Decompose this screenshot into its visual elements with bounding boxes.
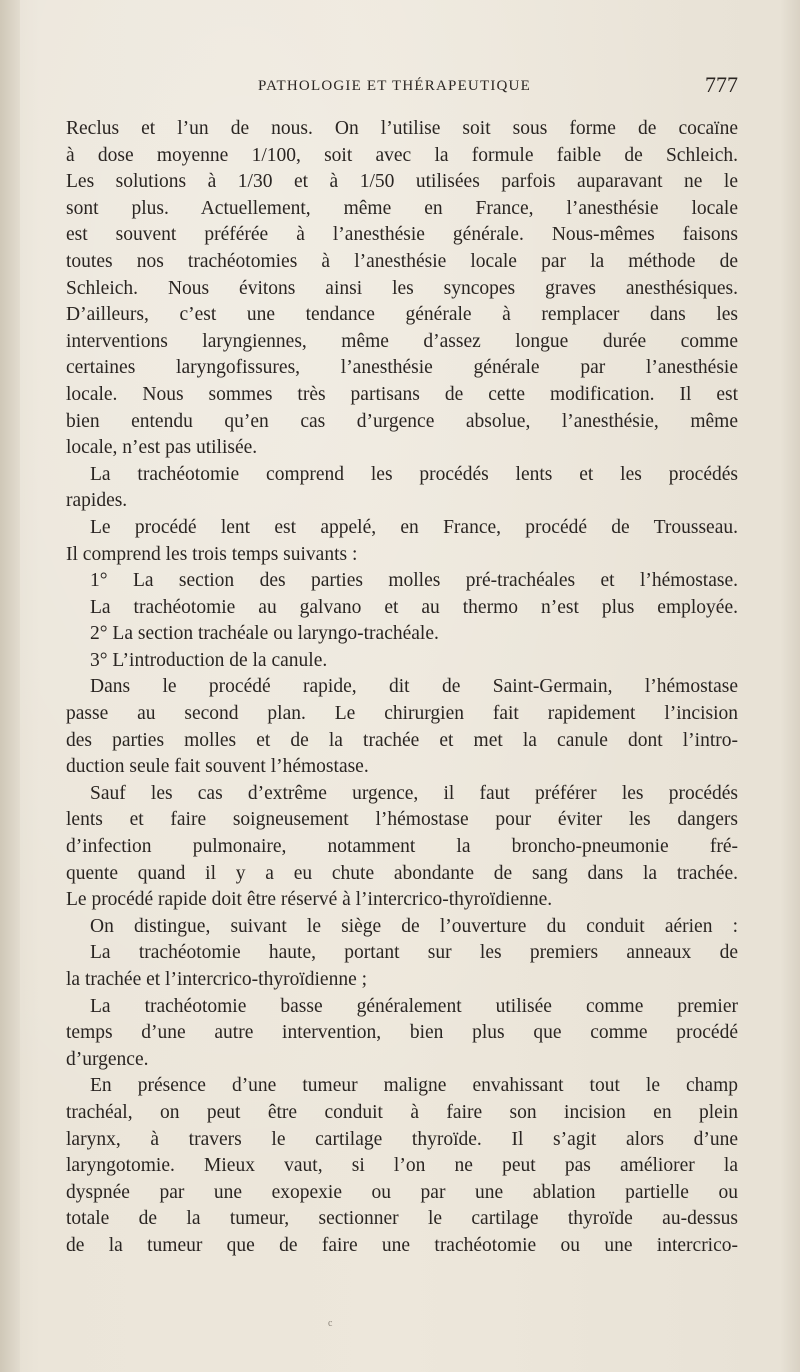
text-line: des parties molles et de la trachée et met la canule dont l’intro-	[66, 729, 738, 751]
text-line: Le procédé rapide doit être réservé à l’intercrico-thyroïdienne.	[66, 889, 553, 911]
text-line: d’infection pulmonaire, notamment la broncho-pneumonie fré-	[66, 836, 738, 858]
text-line: certaines laryngofissures, l’anesthésie générale par l’anesthésie	[66, 357, 738, 379]
text-line: Schleich. Nous évitons ainsi les syncopes graves anesthésiques.	[66, 277, 738, 299]
text-line: à dose moyenne 1/100, soit avec la formule faible de Schleich.	[66, 144, 738, 166]
text-line: est souvent préférée à l’anesthésie générale. Nous-mêmes faisons	[66, 224, 738, 246]
text-line: lents et faire soigneusement l’hémostase pour éviter les dangers	[66, 809, 738, 831]
text-line: toutes nos trachéotomies à l’anesthésie locale par la méthode de	[66, 250, 738, 272]
text-line: Les solutions à 1/30 et à 1/50 utilisées parfois auparavant ne le	[66, 171, 738, 193]
page-number: 777	[705, 72, 738, 97]
text-line: 2° La section trachéale ou laryngo-trachéale.	[90, 623, 439, 645]
text-line: totale de la tumeur, sectionner le cartilage thyroïde au-dessus	[66, 1208, 738, 1230]
text-line: laryngotomie. Mieux vaut, si l’on ne peut pas améliorer la	[66, 1155, 738, 1177]
text-line: bien entendu qu’en cas d’urgence absolue, l’anesthésie, même	[66, 410, 738, 432]
text-line: Dans le procédé rapide, dit de Saint-Germain, l’hémostase	[90, 676, 738, 698]
text-line: temps d’une autre intervention, bien plus que comme procédé	[66, 1022, 738, 1044]
text-line: trachéal, on peut être conduit à faire son incision en plein	[66, 1101, 738, 1123]
text-line: D’ailleurs, c’est une tendance générale à remplacer dans les	[66, 304, 738, 326]
text-line: Sauf les cas d’extrême urgence, il faut préférer les procédés	[90, 782, 738, 804]
text-line: En présence d’une tumeur maligne envahissant tout le champ	[90, 1075, 738, 1097]
running-title: PATHOLOGIE ET THÉRAPEUTIQUE	[258, 78, 531, 94]
text-line: 1° La section des parties molles pré-trachéales et l’hémostase.	[90, 570, 738, 592]
text-line: dyspnée par une exopexie ou par une ablation partielle ou	[66, 1181, 738, 1203]
footer-mark: c	[328, 1318, 333, 1329]
text-line: sont plus. Actuellement, même en France, l’anesthésie locale	[66, 197, 738, 219]
text-line: duction seule fait souvent l’hémostase.	[66, 756, 369, 778]
text-line: d’urgence.	[66, 1048, 149, 1070]
text-line: locale, n’est pas utilisée.	[66, 437, 258, 459]
text-line: 3° L’introduction de la canule.	[90, 649, 328, 671]
text-line: La trachéotomie comprend les procédés lents et les procédés	[90, 463, 738, 485]
text-line: La trachéotomie au galvano et au thermo n’est plus employée.	[90, 596, 738, 618]
page-header	[70, 72, 738, 102]
text-line: la trachée et l’intercrico-thyroïdienne ;	[66, 969, 368, 990]
text-line: quente quand il y a eu chute abondante de sang dans la trachée.	[66, 862, 738, 884]
text-line: Reclus et l’un de nous. On l’utilise soit sous forme de cocaïne	[66, 118, 738, 139]
text-line: interventions laryngiennes, même d’assez longue durée comme	[66, 330, 738, 352]
text-line: La trachéotomie basse généralement utilisée comme premier	[90, 995, 738, 1017]
body-text	[66, 116, 738, 1260]
text-line: larynx, à travers le cartilage thyroïde. Il s’agit alors d’une	[66, 1128, 738, 1150]
text-line: passe au second plan. Le chirurgien fait rapidement l’incision	[66, 703, 738, 725]
text-line: Il comprend les trois temps suivants :	[66, 543, 358, 565]
text-line: rapides.	[66, 490, 128, 512]
text-line: La trachéotomie haute, portant sur les premiers anneaux de	[90, 942, 738, 964]
text-line: On distingue, suivant le siège de l’ouverture du conduit aérien :	[90, 915, 738, 937]
text-line: de la tumeur que de faire une trachéotomie ou une intercrico-	[66, 1234, 738, 1256]
text-line: locale. Nous sommes très partisans de cette modification. Il est	[66, 383, 738, 405]
page-binding-edge	[0, 0, 20, 1372]
text-line: Le procédé lent est appelé, en France, procédé de Trousseau.	[90, 516, 738, 538]
